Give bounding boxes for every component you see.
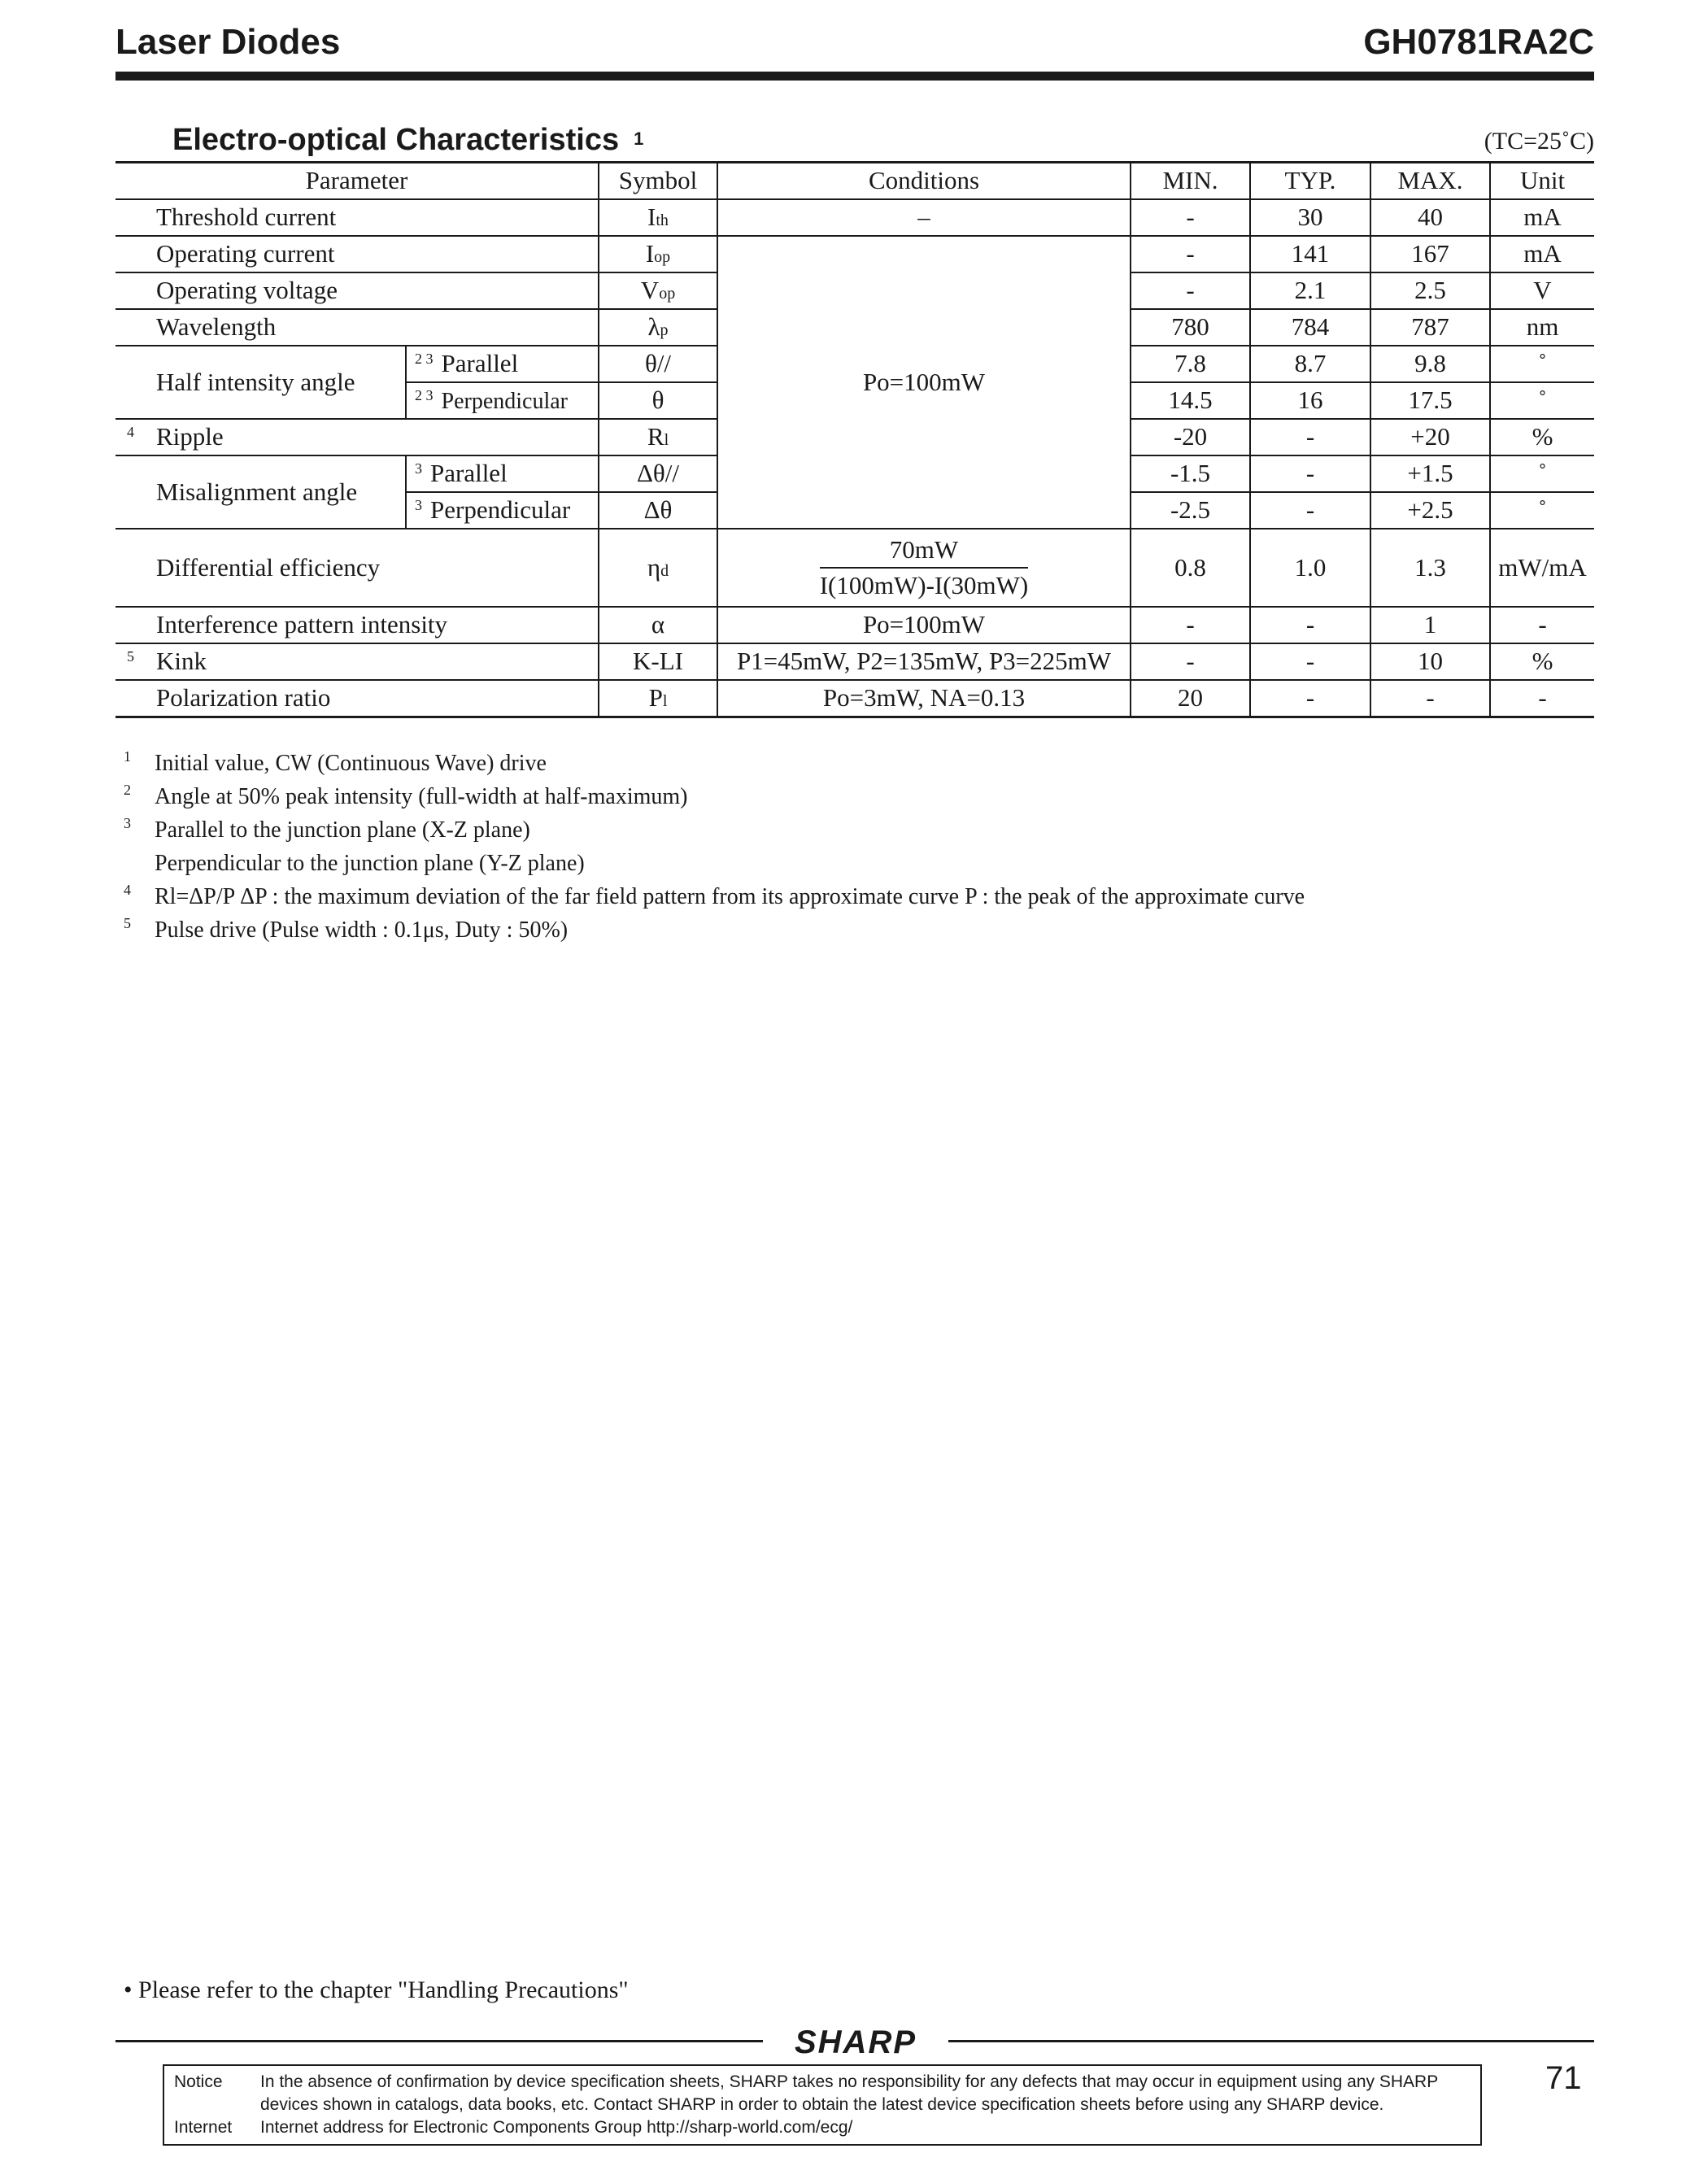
handling-precautions-note: • Please refer to the chapter "Handling Precautions" [124, 1976, 629, 2003]
typ-value: 2.1 [1250, 272, 1370, 309]
part-number: GH0781RA2C [1363, 22, 1594, 62]
symbol-theta-parallel: θ// [599, 346, 717, 382]
min-value: -1.5 [1131, 455, 1250, 492]
symbol-iop: Iop [599, 236, 717, 272]
max-value: 17.5 [1370, 382, 1490, 419]
min-value: 0.8 [1131, 529, 1250, 607]
min-value: - [1131, 236, 1250, 272]
footer-rule [115, 2040, 763, 2042]
typ-value: - [1250, 419, 1370, 455]
sharp-logo [766, 2022, 945, 2059]
cond-polarization: Po=3mW, NA=0.13 [717, 680, 1131, 717]
unit-value: mW/mA [1490, 529, 1594, 607]
table-row [115, 199, 1594, 236]
max-value: - [1370, 680, 1490, 717]
max-value: +2.5 [1370, 492, 1490, 529]
param-threshold-current: Threshold current [115, 199, 599, 236]
symbol-delta-theta-perpendicular: Δθ [599, 492, 717, 529]
section-title: Electro-optical Characteristics $^1$ [172, 123, 644, 157]
unit-value: ˚ [1490, 346, 1594, 382]
footer-rule [948, 2040, 1594, 2042]
max-value: 167 [1370, 236, 1490, 272]
svg-text:SHARP: SHARP [794, 2024, 917, 2059]
min-value: - [1131, 607, 1250, 643]
typ-value: 16 [1250, 382, 1370, 419]
symbol-delta-theta-parallel: Δθ// [599, 455, 717, 492]
symbol-ith: Ith [599, 199, 717, 236]
temperature-condition: (TC=25˚C) [1484, 128, 1594, 155]
max-value: +20 [1370, 419, 1490, 455]
unit-value: - [1490, 680, 1594, 717]
shared-condition-po-100mw: Po=100mW [717, 236, 1131, 529]
min-value: - [1131, 272, 1250, 309]
unit-value: mA [1490, 199, 1594, 236]
max-value: 2.5 [1370, 272, 1490, 309]
param-kink: 5 Kink [115, 643, 599, 680]
max-value: 40 [1370, 199, 1490, 236]
table-row [115, 680, 1594, 717]
sub-param-perpendicular: $^{2 3}$ Perpendicular [406, 382, 599, 419]
param-misalignment-angle: Misalignment angle [115, 455, 406, 529]
param-wavelength: Wavelength [115, 309, 599, 346]
min-value: 14.5 [1131, 382, 1250, 419]
internet-address[interactable]: Internet address for Electronic Components Group http://sharp-world.com/ecg/ [260, 2118, 853, 2137]
max-value: 787 [1370, 309, 1490, 346]
min-value: - [1131, 643, 1250, 680]
col-header-conditions: Conditions [717, 163, 1131, 200]
table-row [115, 529, 1594, 607]
param-interference-pattern: Interference pattern intensity [115, 607, 599, 643]
category-title: Laser Diodes [115, 22, 341, 62]
typ-value: - [1250, 607, 1370, 643]
typ-value: 1.0 [1250, 529, 1370, 607]
cond-threshold: – [717, 199, 1131, 236]
sub-param-parallel: $^3$ Parallel [406, 455, 599, 492]
typ-value: - [1250, 680, 1370, 717]
param-ripple: 4 Ripple [115, 419, 599, 455]
col-header-symbol: Symbol [599, 163, 717, 200]
max-value: 1.3 [1370, 529, 1490, 607]
page-number: 71 [1545, 2060, 1582, 2096]
page-header [115, 20, 1594, 65]
section-title-note: 1 [634, 129, 644, 149]
unit-value: - [1490, 607, 1594, 643]
sub-param-perpendicular: $^3$ Perpendicular [406, 492, 599, 529]
typ-value: 30 [1250, 199, 1370, 236]
typ-value: 8.7 [1250, 346, 1370, 382]
table-row [115, 607, 1594, 643]
min-value: 7.8 [1131, 346, 1250, 382]
notice-text-1: In the absence of confirmation by device specification sheets, SHARP takes no responsibility for any defects that may occur in equipment using any SHARP [260, 2072, 1439, 2091]
unit-value: mA [1490, 236, 1594, 272]
param-operating-voltage: Operating voltage [115, 272, 599, 309]
min-value: 20 [1131, 680, 1250, 717]
unit-value: nm [1490, 309, 1594, 346]
typ-value: 784 [1250, 309, 1370, 346]
cond-diff-efficiency [717, 529, 1131, 607]
unit-value: ˚ [1490, 455, 1594, 492]
notice-label: Notice [174, 2072, 223, 2091]
condition-fraction: $\frac{70mW}{I(100mW)-I(30mW)}$ [819, 534, 1029, 599]
col-header-max: MAX. [1370, 163, 1490, 200]
electro-optical-table [115, 161, 1594, 718]
notice-text-2: devices shown in catalogs, data books, etc. Contact SHARP in order to obtain the latest device specification sheets before using any SHARP device. [260, 2095, 1384, 2114]
cond-kink: P1=45mW, P2=135mW, P3=225mW [717, 643, 1131, 680]
table-row [115, 643, 1594, 680]
max-value: 1 [1370, 607, 1490, 643]
internet-label: Internet [174, 2118, 233, 2137]
cond-interference: Po=100mW [717, 607, 1131, 643]
param-polarization-ratio: Polarization ratio [115, 680, 599, 717]
symbol-k-li: K-LI [599, 643, 717, 680]
min-value: 780 [1131, 309, 1250, 346]
symbol-vop: Vop [599, 272, 717, 309]
symbol-pl: Pl [599, 680, 717, 717]
table-header-row [115, 163, 1594, 200]
typ-value: - [1250, 455, 1370, 492]
max-value: +1.5 [1370, 455, 1490, 492]
unit-value: V [1490, 272, 1594, 309]
unit-value: % [1490, 643, 1594, 680]
max-value: 10 [1370, 643, 1490, 680]
symbol-eta-d: ηd [599, 529, 717, 607]
unit-value: ˚ [1490, 382, 1594, 419]
symbol-theta-perpendicular: θ [599, 382, 717, 419]
col-header-min: MIN. [1131, 163, 1250, 200]
header-rule [115, 72, 1594, 81]
unit-value: ˚ [1490, 492, 1594, 529]
symbol-rl: Rl [599, 419, 717, 455]
symbol-lambda-p: λp [599, 309, 717, 346]
param-half-intensity-angle: Half intensity angle [115, 346, 406, 419]
col-header-typ: TYP. [1250, 163, 1370, 200]
min-value: -20 [1131, 419, 1250, 455]
param-differential-efficiency: Differential efficiency [115, 529, 599, 607]
col-header-unit: Unit [1490, 163, 1594, 200]
sub-param-parallel: $^{2 3}$ Parallel [406, 346, 599, 382]
col-header-parameter: Parameter [115, 163, 599, 200]
unit-value: % [1490, 419, 1594, 455]
param-operating-current: Operating current [115, 236, 599, 272]
max-value: 9.8 [1370, 346, 1490, 382]
min-value: - [1131, 199, 1250, 236]
typ-value: - [1250, 492, 1370, 529]
typ-value: - [1250, 643, 1370, 680]
notice-box [163, 2064, 1482, 2146]
min-value: -2.5 [1131, 492, 1250, 529]
symbol-alpha: α [599, 607, 717, 643]
typ-value: 141 [1250, 236, 1370, 272]
table-row [115, 236, 1594, 272]
